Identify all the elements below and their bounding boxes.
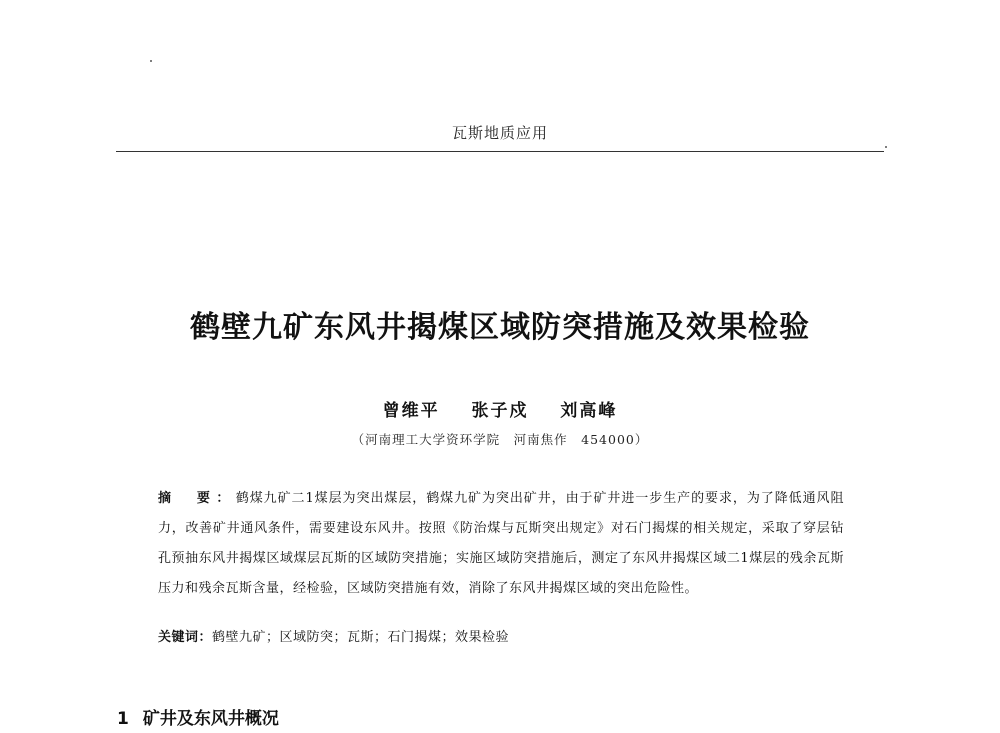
section-title: 矿井及东风井概况 [142,709,279,729]
keywords-label: 关键词： [158,630,213,645]
paper-title: 鹤壁九矿东风井揭煤区域防突措施及效果检验 [190,310,810,345]
scan-speck [885,146,887,148]
scan-speck [150,60,152,62]
keywords-text: 鹤壁九矿；区域防突；瓦斯；石门揭煤；效果检验 [212,630,510,645]
section-heading [117,704,279,729]
header-rule [116,151,884,152]
affiliation: （河南理工大学资环学院 河南焦作 454000） [351,432,649,447]
author-list [0,396,1000,421]
author-name: 刘高峰 [560,401,618,421]
author-name: 张子戍 [471,401,529,421]
abstract-label: 摘 要： [158,491,236,506]
keywords [158,626,844,645]
journal-header: 瓦斯地质应用 [451,124,548,142]
section-number: 1 [117,709,129,729]
abstract [158,484,844,604]
author-name: 曾维平 [382,401,440,421]
abstract-text: 鹤煤九矿二1煤层为突出煤层，鹤煤九矿为突出矿井，由于矿井进一步生产的要求，为了降低通风阻力，改善矿井通风条件，需要建设东风井。按照《防治煤与瓦斯突出规定》对石门揭煤的相关规定，采取了穿层钻孔预抽东风井揭煤区域煤层瓦斯的区域防突措施；实施区域防突措施后，测定了东风井揭煤区域二1煤层的残余瓦斯压力和残余瓦斯含量，经检验，区域防突措施有效，消除了东风井揭煤区域的突出危险性。 [158,491,844,596]
